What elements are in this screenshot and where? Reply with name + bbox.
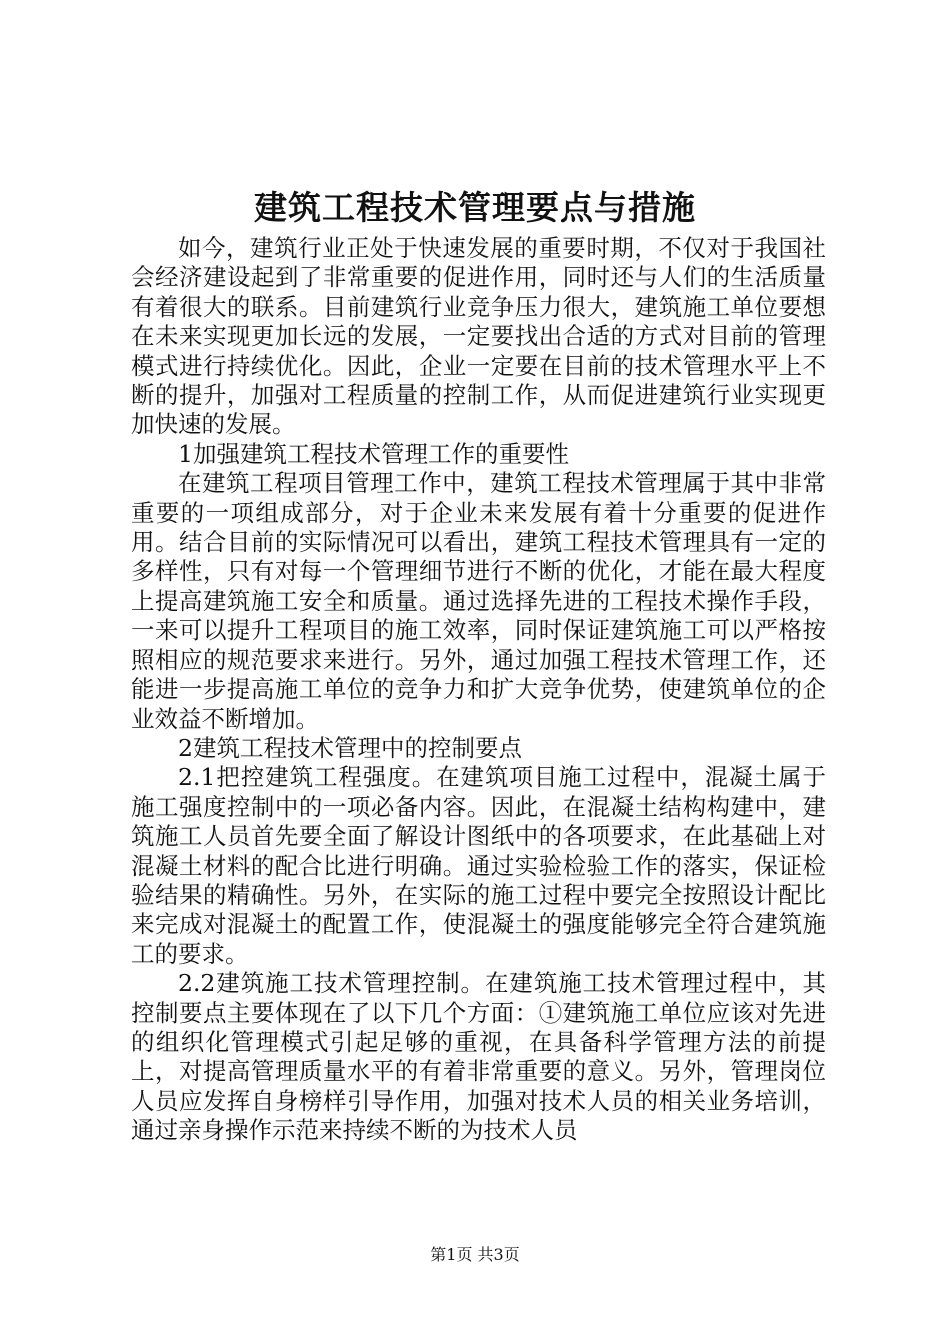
subsection-2-2-paragraph: 2.2建筑施工技术管理控制。在建筑施工技术管理过程中，其控制要点主要体现在了以下几个方面：①建筑施工单位应该对先进的组织化管理模式引起足够的重视，在具备科学管理方法的前提上，对提高管理质量水平的有着非常重要的意义。另外，管理岗位人员应发挥自身榜样引导作用，加强对技术人员的相关业务培训，通过亲身操作示范来持续不断的为技术人员 <box>131 969 826 1145</box>
intro-paragraph: 如今，建筑行业正处于快速发展的重要时期，不仅对于我国社会经济建设起到了非常重要的促进作用，同时还与人们的生活质量有着很大的联系。目前建筑行业竞争压力很大，建筑施工单位要想在未来实现更加长远的发展，一定要找出合适的方式对目前的管理模式进行持续优化。因此，企业一定要在目前的技术管理水平上不断的提升，加强对工程质量的控制工作，从而促进建筑行业实现更加快速的发展。 <box>131 234 826 439</box>
document-title: 建筑工程技术管理要点与措施 <box>254 188 696 227</box>
section-heading-2: 2建筑工程技术管理中的控制要点 <box>178 733 522 762</box>
page-footer: 第1页 共3页 <box>430 1245 520 1264</box>
section-1-paragraph: 在建筑工程项目管理工作中，建筑工程技术管理属于其中非常重要的一项组成部分，对于企业未来发展有着十分重要的促进作用。结合目前的实际情况可以看出，建筑工程技术管理具有一定的多样性，只有对每一个管理细节进行不断的优化，才能在最大程度上提高建筑施工安全和质量。通过选择先进的工程技术操作手段，一来可以提升工程项目的施工效率，同时保证建筑施工可以严格按照相应的规范要求来进行。另外，通过加强工程技术管理工作，还能进一步提高施工单位的竞争力和扩大竞争优势，使建筑单位的企业效益不断增加。 <box>131 469 826 733</box>
document-body <box>131 234 826 1146</box>
section-heading-1: 1加强建筑工程技术管理工作的重要性 <box>178 439 569 468</box>
subsection-2-1-paragraph: 2.1把控建筑工程强度。在建筑项目施工过程中，混凝土属于施工强度控制中的一项必备内容。因此，在混凝土结构构建中，建筑施工人员首先要全面了解设计图纸中的各项要求，在此基础上对混凝土材料的配合比进行明确。通过实验检验工作的落实，保证检验结果的精确性。另外，在实际的施工过程中要完全按照设计配比来完成对混凝土的配置工作，使混凝土的强度能够完全符合建筑施工的要求。 <box>131 763 826 968</box>
